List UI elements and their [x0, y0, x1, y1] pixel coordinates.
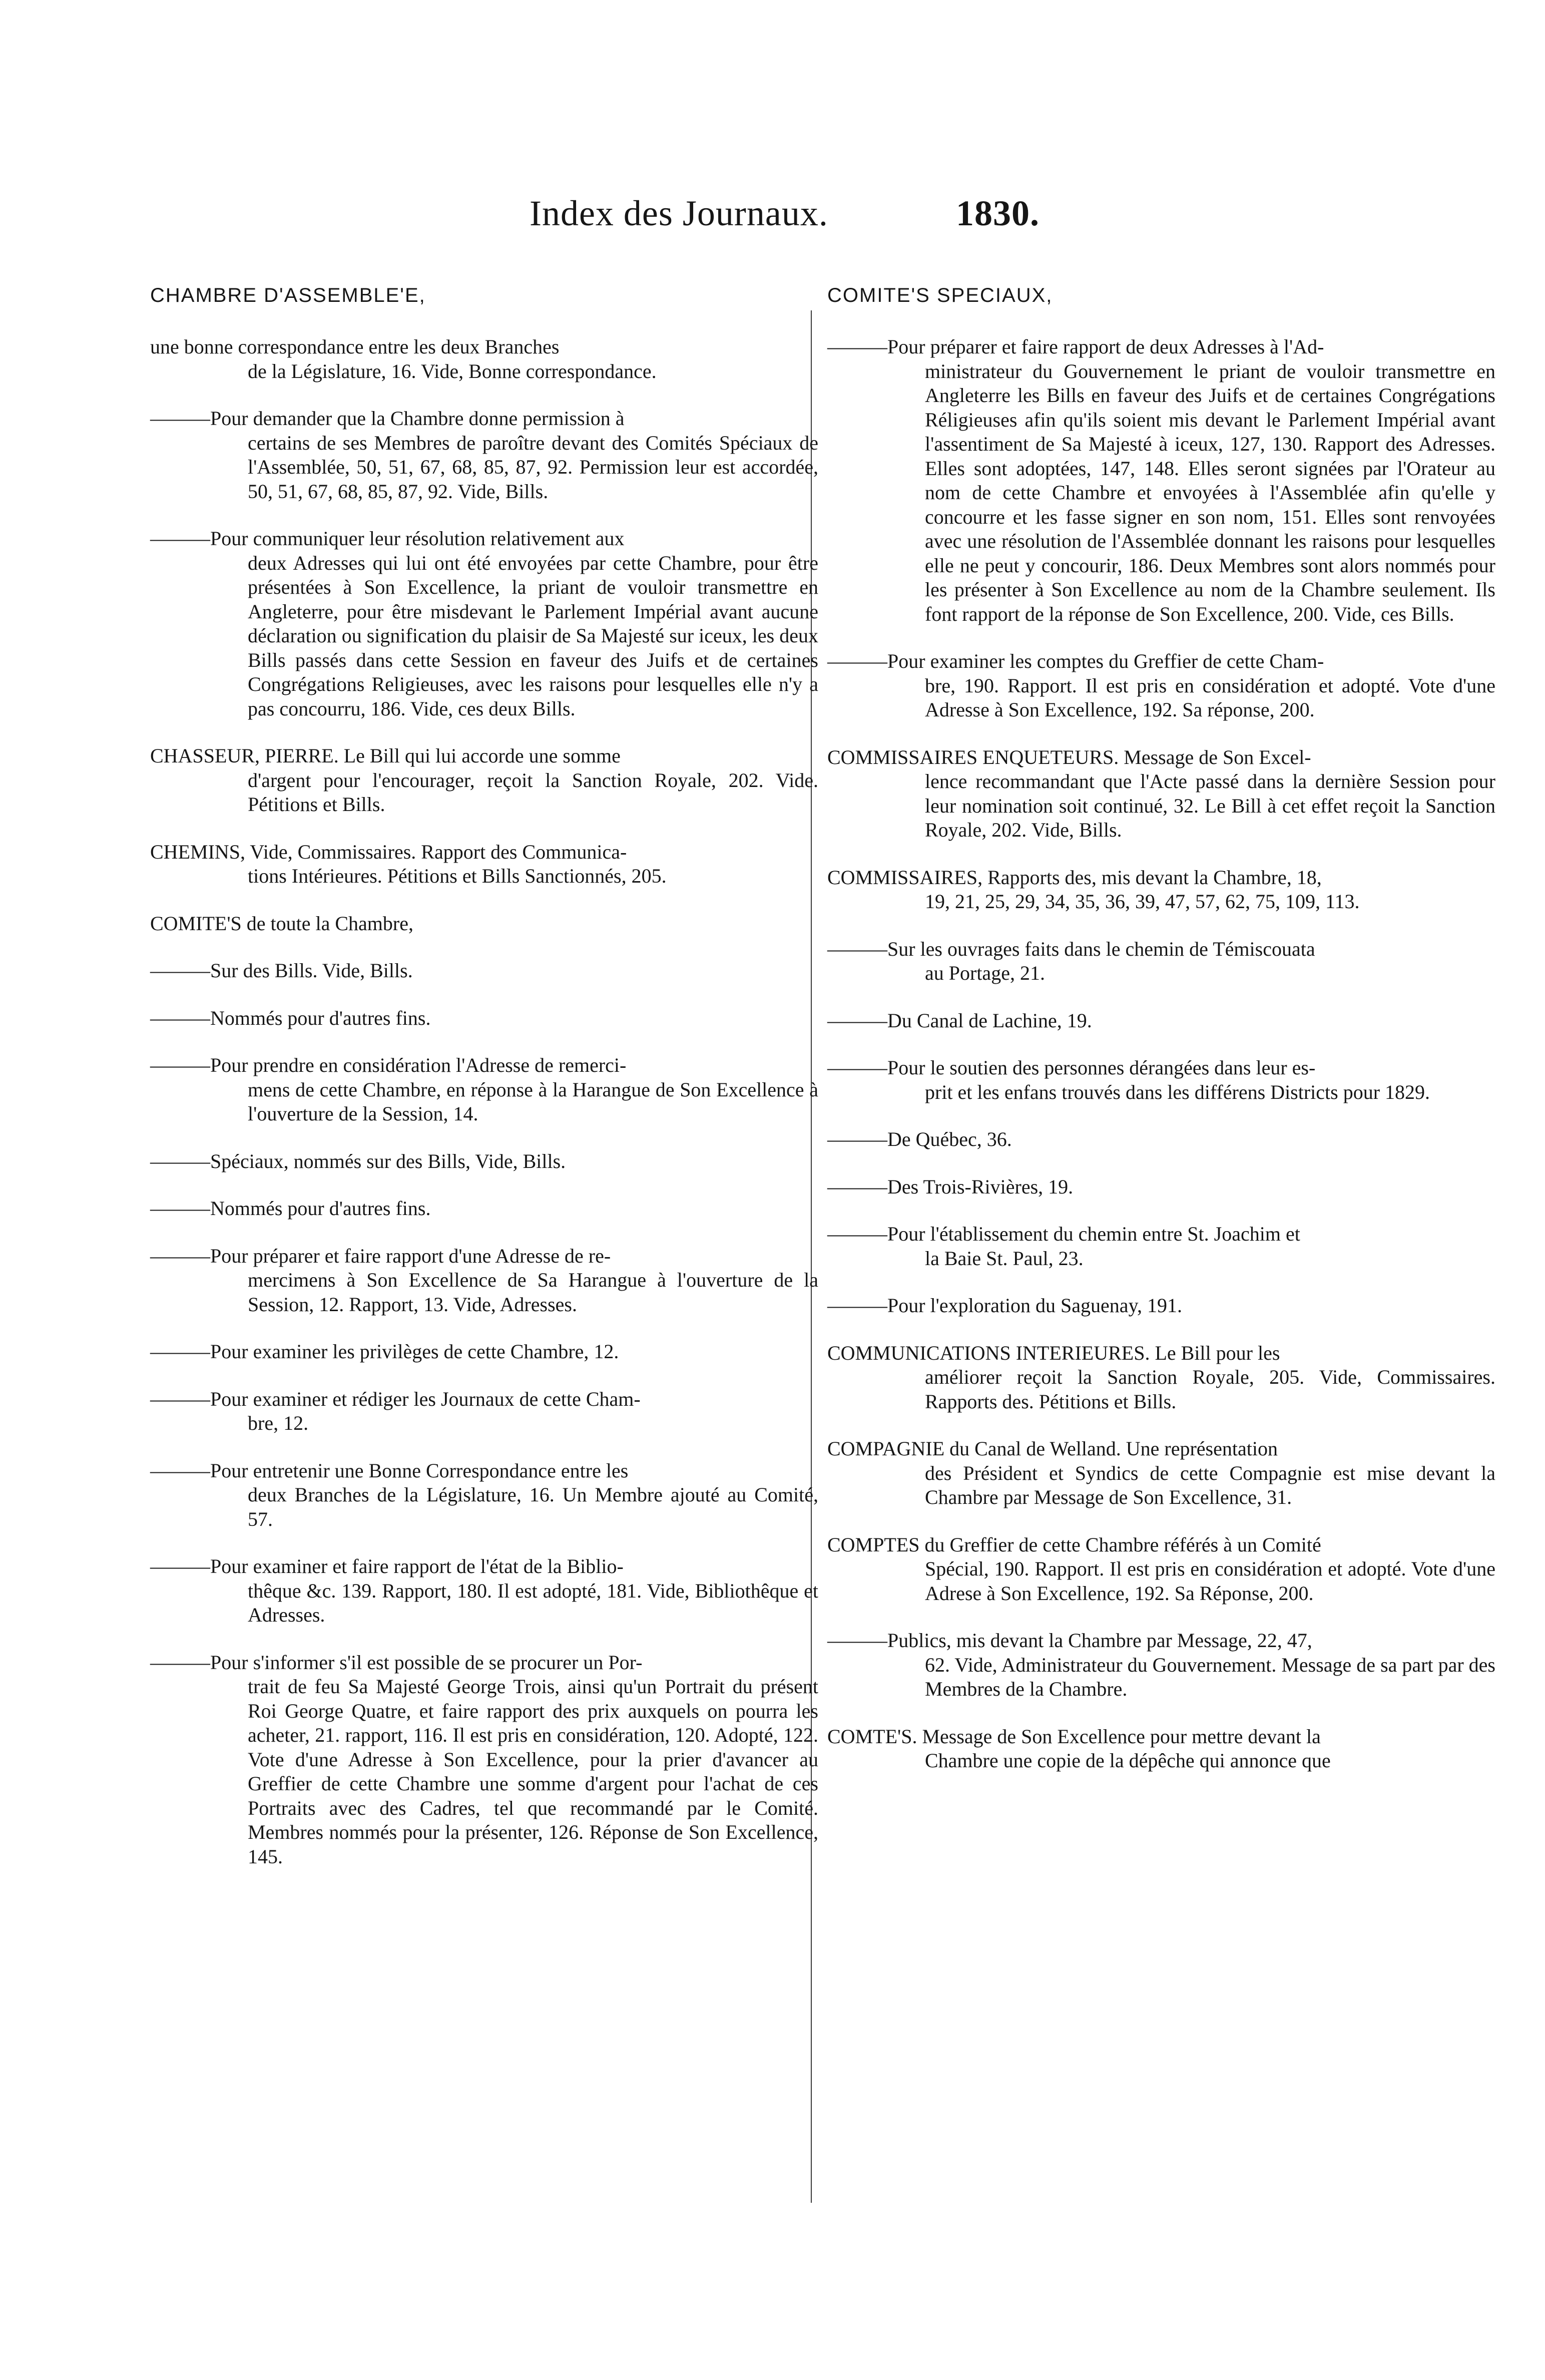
index-entry — [827, 1056, 1495, 1104]
index-entry — [150, 1149, 818, 1174]
index-entry-lead: COMPAGNIE du Canal de Welland. Une représentation — [827, 1437, 1278, 1460]
index-entry-lead: ———Publics, mis devant la Chambre par Message, 22, 47, — [827, 1629, 1312, 1652]
index-entry-lead: ———Pour l'établissement du chemin entre St. Joachim et — [827, 1223, 1300, 1245]
index-entry-lead: ———Spéciaux, nommés sur des Bills, Vide, Bills. — [150, 1149, 566, 1172]
index-entry — [827, 1175, 1495, 1200]
index-entry — [150, 840, 818, 889]
index-entry-lead: ———Pour préparer et faire rapport de deux Adresses à l'Ad- — [827, 335, 1324, 358]
index-entry-continuation: trait de feu Sa Majesté George Trois, ainsi qu'un Portrait du présent Roi George Quatre, et faire rapport des prix auxquels on pourra les acheter, 21. rapport, 116. Il est pris en considération, 120. Adopté, 122. Vote d'une Adresse à Son Excellence, pour la prier d'avancer au Greffier de cette Chambre une somme d'argent pour l'achat de ces Portraits avec des Cadres, tel que recommandé par le Comité. Membres nommés pour la présenter, 126. Réponse de Son Excellence, 145. — [248, 1675, 818, 1868]
index-entry-lead: ———Pour examiner et rédiger les Journaux de cette Cham- — [150, 1387, 641, 1410]
index-entry — [150, 407, 818, 504]
index-entry-lead: ———Sur les ouvrages faits dans le chemin de Témiscouata — [827, 937, 1315, 960]
index-entry-lead: ———Nommés pour d'autres fins. — [150, 1197, 431, 1220]
index-entry-lead: ———Du Canal de Lachine, 19. — [827, 1009, 1092, 1032]
index-entry-lead: ———Nommés pour d'autres fins. — [150, 1006, 431, 1029]
index-entry — [150, 1197, 818, 1221]
right-column-heading: COMITE'S SPECIAUX, — [827, 284, 1053, 306]
right-column — [827, 278, 1495, 1796]
index-entry-lead: ———Pour s'informer s'il est possible de se procurer un Por- — [150, 1651, 643, 1674]
index-entry-continuation: ministrateur du Gouvernement le priant de vouloir transmettre en Angleterre les Bills en faveur des Juifs et de certaines Congrégations Réligieuses afin qu'ils soient mis devant le Parlement Impérial avant l'assentiment de Sa Majesté à iceux, 127, 130. Rapport des Adresses. Elles sont adoptées, 147, 148. Elles seront signées par l'Orateur au nom de cette Chambre et envoyées à l'Assemblée afin qu'elle y concourre et les fasse signer en son nom, 151. Elles sont renvoyées avec une résolution de l'Assemblée donnant les raisons pour lesquelles elle ne peut y concourir, 186. Deux Membres sont alors nommés pour les présenter à Son Excellence au nom de la Chambre seulement. Ils font rapport de la réponse de Son Excellence, 200. Vide, ces Bills. — [925, 359, 1495, 625]
index-entry — [150, 744, 818, 817]
index-entry — [827, 1127, 1495, 1152]
index-entry — [827, 1437, 1495, 1510]
index-entry — [827, 1294, 1495, 1318]
index-entry-continuation: bre, 190. Rapport. Il est pris en considération et adopté. Vote d'une Adresse à Son Excellence, 192. Sa réponse, 200. — [925, 674, 1495, 721]
index-entry-lead: COMPTES du Greffier de cette Chambre référés à un Comité — [827, 1533, 1321, 1556]
index-entry-continuation: Spécial, 190. Rapport. Il est pris en considération et adopté. Vote d'une Adrese à Son Excellence, 192. Sa Réponse, 200. — [925, 1557, 1495, 1605]
index-entry-continuation: Chambre une copie de la dépêche qui annonce que — [925, 1749, 1331, 1772]
left-entries — [150, 335, 818, 1869]
index-entry-continuation: prit et les enfans trouvés dans les différens Districts pour 1829. — [925, 1080, 1430, 1103]
index-entry-lead: une bonne correspondance entre les deux Branches — [150, 335, 560, 358]
index-entry-continuation: bre, 12. — [248, 1412, 309, 1434]
index-entry — [150, 912, 818, 936]
index-entry-continuation: au Portage, 21. — [925, 962, 1045, 984]
index-entry-lead: COMTE'S. Message de Son Excellence pour mettre devant la — [827, 1725, 1321, 1748]
index-entry-lead: ———Pour examiner les privilèges de cette Chambre, 12. — [150, 1340, 619, 1363]
index-entry-lead: ———De Québec, 36. — [827, 1128, 1012, 1150]
index-entry-continuation: de la Législature, 16. Vide, Bonne correspondance. — [248, 359, 657, 382]
index-entry-continuation: 19, 21, 25, 29, 34, 35, 36, 39, 47, 57, 62, 75, 109, 113. — [925, 890, 1360, 913]
index-entry — [150, 1340, 818, 1364]
index-entry — [150, 1053, 818, 1126]
page-year: 1830. — [956, 193, 1040, 233]
index-entry — [827, 1725, 1495, 1773]
index-entry — [150, 959, 818, 983]
index-entry — [827, 866, 1495, 914]
index-entry — [150, 527, 818, 721]
index-entry-continuation: deux Branches de la Législature, 16. Un Membre ajouté au Comité, 57. — [248, 1483, 818, 1530]
index-entry — [827, 1629, 1495, 1702]
index-entry — [827, 745, 1495, 843]
index-entry-continuation: lence recommandant que l'Acte passé dans la dernière Session pour leur nomination soit continué, 32. Le Bill à cet effet reçoit la Sanction Royale, 202. Vide, Bills. — [925, 770, 1495, 841]
index-entry — [827, 1009, 1495, 1033]
index-entry — [150, 1244, 818, 1317]
index-entry-lead: ———Pour examiner les comptes du Greffier de cette Cham- — [827, 650, 1324, 672]
index-entry-lead: COMMUNICATIONS INTERIEURES. Le Bill pour les — [827, 1341, 1280, 1364]
index-entry-lead: ———Pour prendre en considération l'Adresse de remerci- — [150, 1054, 627, 1076]
index-entry — [827, 649, 1495, 722]
index-entry-lead: COMMISSAIRES, Rapports des, mis devant la Chambre, 18, — [827, 866, 1322, 889]
index-entry-continuation: 62. Vide, Administrateur du Gouvernement. Message de sa part par des Membres de la Chambre. — [925, 1653, 1495, 1700]
index-entry — [150, 1651, 818, 1869]
page-title: Index des Journaux. — [530, 193, 828, 233]
index-entry — [827, 1222, 1495, 1271]
index-entry-continuation: améliorer reçoit la Sanction Royale, 205. Vide, Commissaires. Rapports des. Pétitions et Bills. — [925, 1366, 1495, 1413]
index-entry-lead: COMMISSAIRES ENQUETEURS. Message de Son Excel- — [827, 745, 1311, 768]
index-entry — [150, 335, 818, 383]
index-entry-lead: ———Pour le soutien des personnes dérangées dans leur es- — [827, 1056, 1316, 1079]
index-entry-lead: CHEMINS, Vide, Commissaires. Rapport des Communica- — [150, 840, 627, 863]
left-column-heading: CHAMBRE D'ASSEMBLE'E, — [150, 284, 426, 306]
index-entry — [827, 1341, 1495, 1414]
index-entry-continuation: d'argent pour l'encourager, reçoit la Sanction Royale, 202. Vide. Pétitions et Bills. — [248, 768, 818, 816]
right-entries — [827, 335, 1495, 1773]
index-entry-lead: CHASSEUR, PIERRE. Le Bill qui lui accorde une somme — [150, 744, 621, 767]
index-entry — [150, 1006, 818, 1031]
left-column — [150, 278, 818, 1892]
index-entry — [150, 1554, 818, 1628]
index-entry-continuation: mens de cette Chambre, en réponse à la Harangue de Son Excellence à l'ouverture de la Session, 14. — [248, 1078, 818, 1125]
index-entry-lead: ———Pour préparer et faire rapport d'une Adresse de re- — [150, 1244, 611, 1267]
index-entry-continuation: deux Adresses qui lui ont été envoyées par cette Chambre, pour être présentées à Son Excellence, la priant de vouloir transmettre en Angleterre, pour être misdevant le Parlement Impérial avant aucune déclaration ou signification du plaisir de Sa Majesté sur iceux, les deux Bills passés dans cette Session en faveur des Juifs et de certaines Congrégations Religieuses, avec les raisons pour lesquelles elle n'y a pas concourru, 186. Vide, ces deux Bills. — [248, 551, 818, 720]
index-entry-continuation: mercimens à Son Excellence de Sa Harangue à l'ouverture de la Session, 12. Rapport, 13. Vide, Adresses. — [248, 1269, 818, 1316]
index-entry-continuation: thêque &c. 139. Rapport, 180. Il est adopté, 181. Vide, Bibliothêque et Adresses. — [248, 1579, 818, 1626]
index-entry — [150, 1387, 818, 1436]
index-entry — [827, 937, 1495, 986]
index-entry-lead: ———Pour examiner et faire rapport de l'état de la Biblio- — [150, 1555, 624, 1577]
index-entry — [827, 335, 1495, 626]
index-entry — [150, 1459, 818, 1532]
index-entry-lead: ———Sur des Bills. Vide, Bills. — [150, 959, 413, 982]
index-entry-continuation: la Baie St. Paul, 23. — [925, 1247, 1084, 1270]
index-entry-lead: ———Pour l'exploration du Saguenay, 191. — [827, 1294, 1182, 1317]
index-entry — [827, 1533, 1495, 1606]
index-entry-lead: COMITE'S de toute la Chambre, — [150, 912, 413, 935]
index-entry-lead: ———Pour entretenir une Bonne Correspondance entre les — [150, 1459, 629, 1482]
index-entry-continuation: tions Intérieures. Pétitions et Bills Sanctionnés, 205. — [248, 865, 667, 887]
index-entry-lead: ———Des Trois-Rivières, 19. — [827, 1175, 1074, 1198]
index-entry-lead: ———Pour demander que la Chambre donne permission à — [150, 407, 625, 430]
index-entry-lead: ———Pour communiquer leur résolution relativement aux — [150, 527, 625, 550]
index-entry-continuation: certains de ses Membres de paroître devant des Comités Spéciaux de l'Assemblée, 50, 51, 67, 68, 85, 87, 92. Permission leur est accordée, 50, 51, 67, 68, 85, 87, 92. Vide, Bills. — [248, 431, 818, 503]
index-entry-continuation: des Président et Syndics de cette Compagnie est mise devant la Chambre par Message de Son Excellence, 31. — [925, 1461, 1495, 1508]
